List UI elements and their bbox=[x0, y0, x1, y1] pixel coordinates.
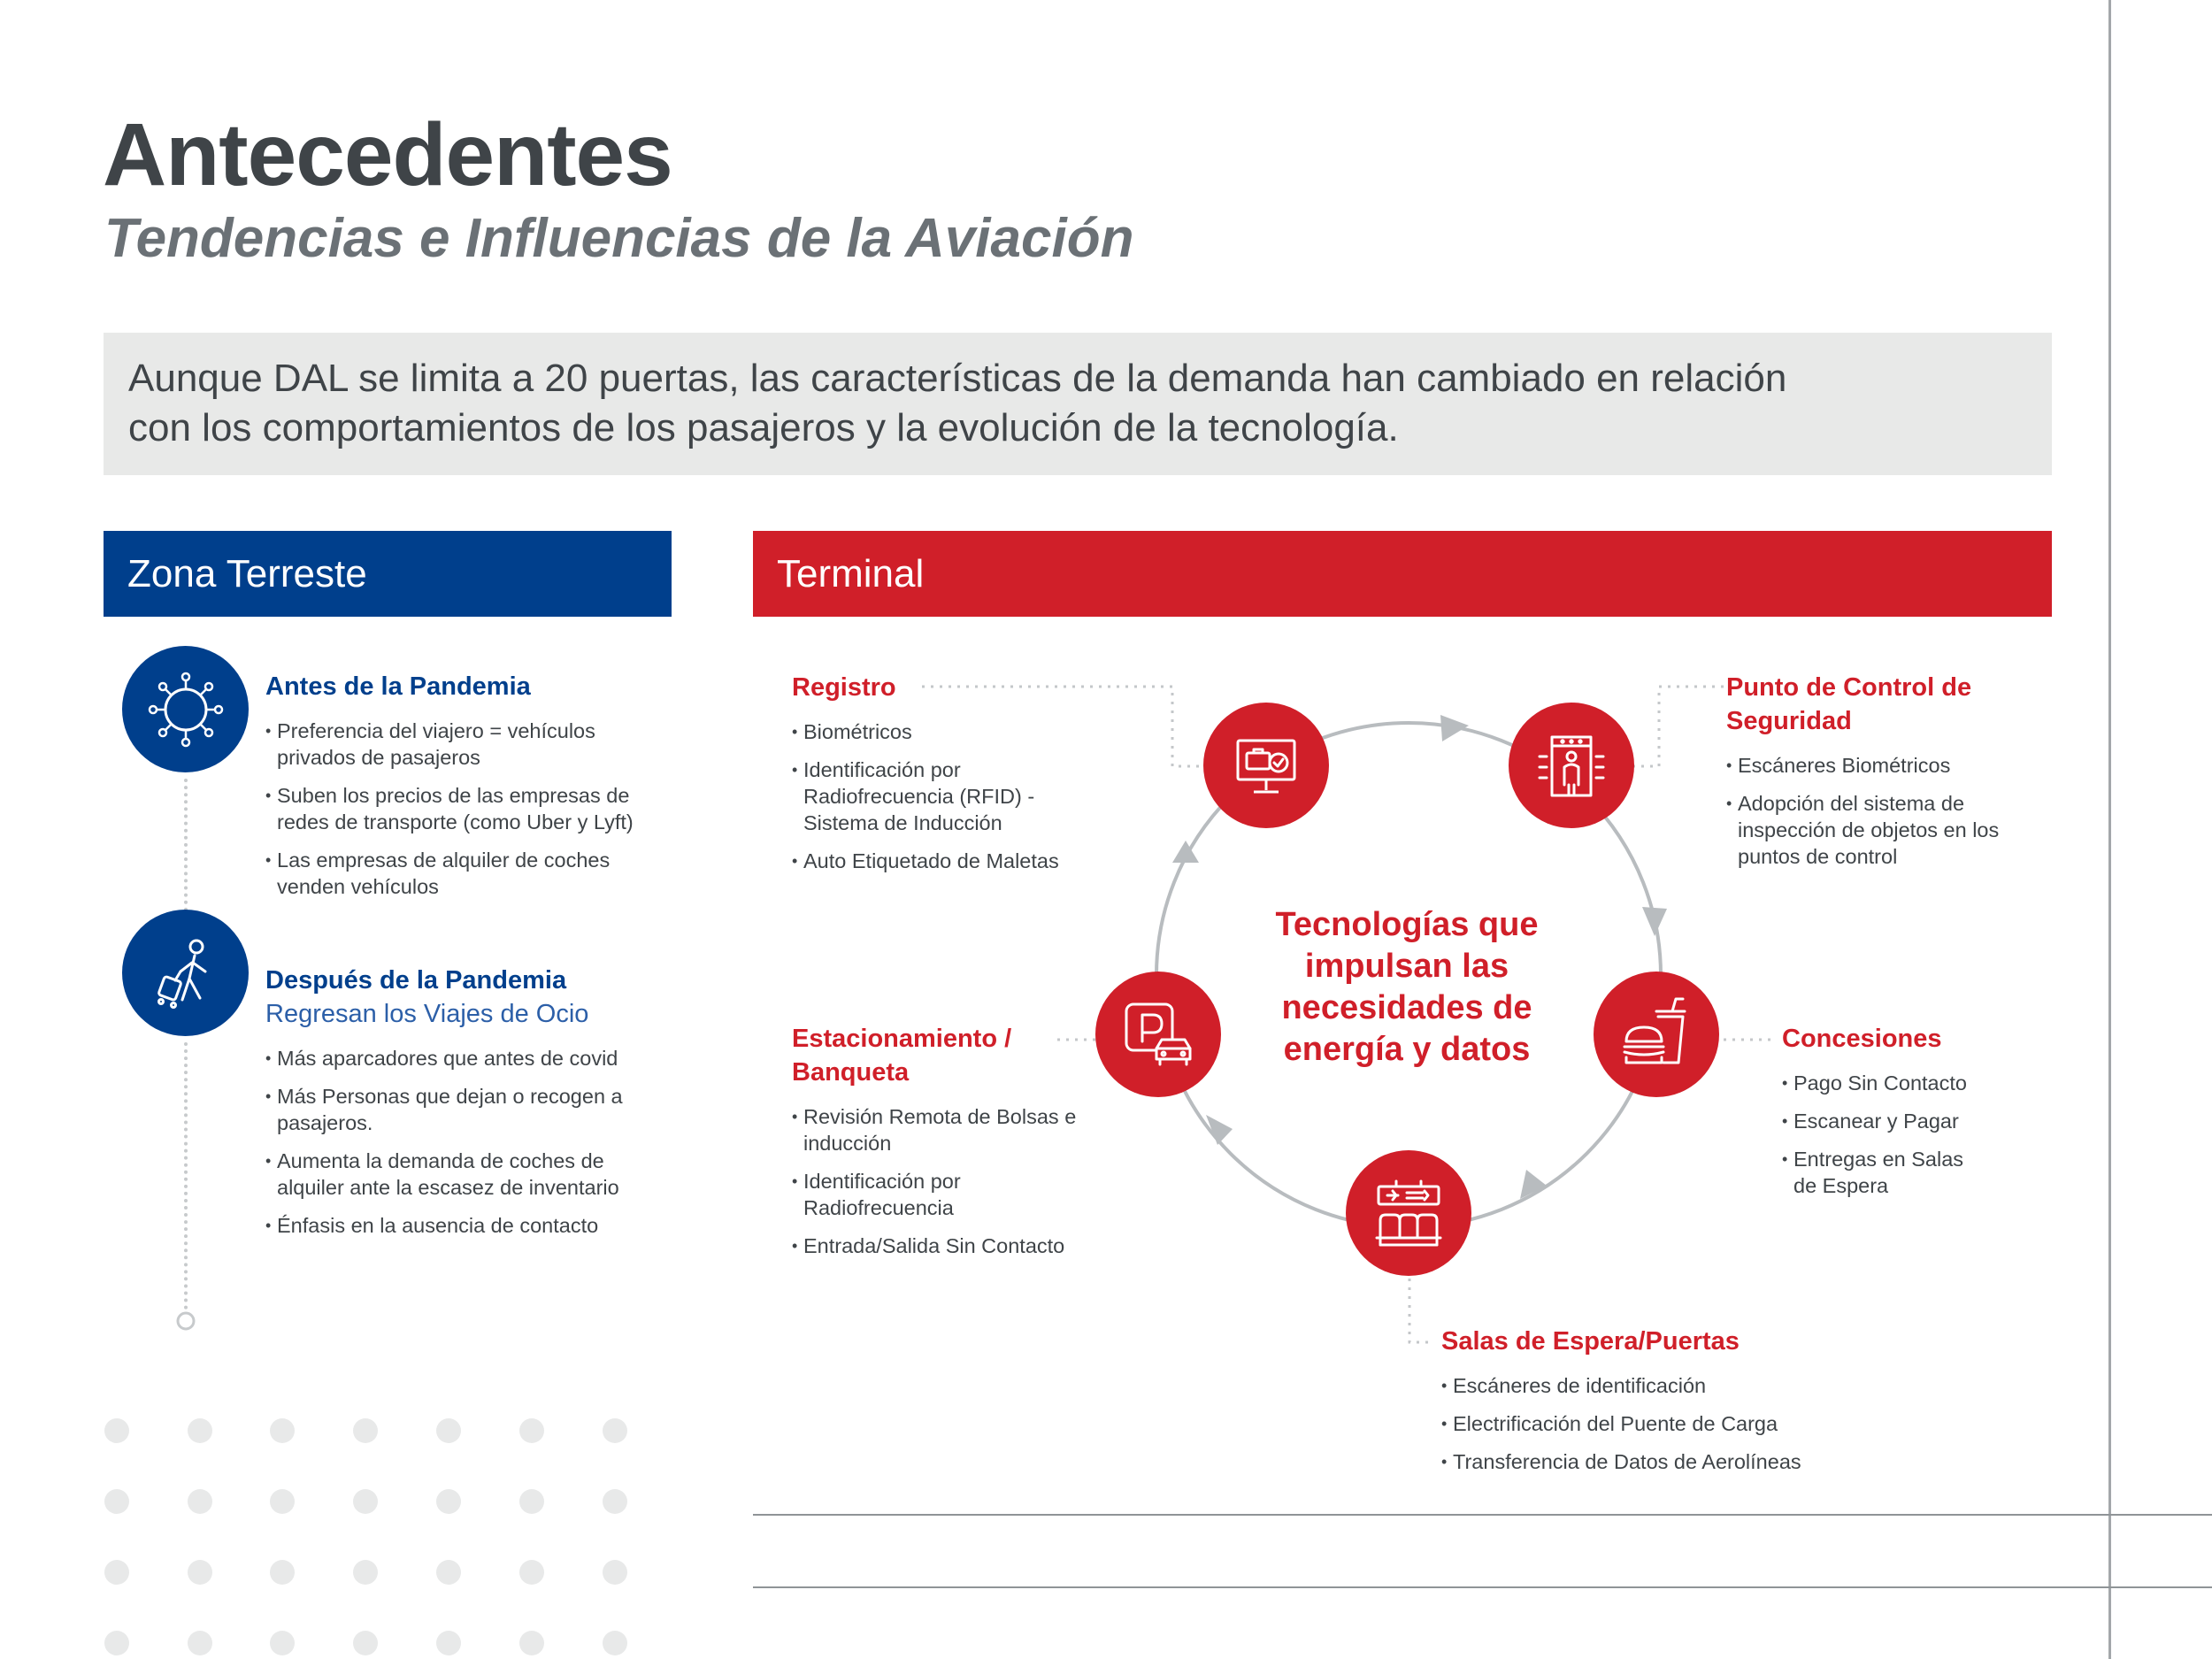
seguridad-heading-line-2: Seguridad bbox=[1726, 707, 1852, 735]
connector-salas bbox=[1409, 1279, 1433, 1342]
seguridad-heading-line-1: Punto de Control de bbox=[1726, 673, 1972, 702]
page-title: Antecedentes bbox=[103, 105, 672, 204]
estacionamiento-list bbox=[792, 1103, 1110, 1259]
security-scanner-icon bbox=[1509, 703, 1634, 828]
salas-block bbox=[1441, 1325, 1884, 1486]
list-item: • Entregas en Salas de Espera bbox=[1782, 1146, 2039, 1199]
list-item: • Revisión Remota de Bolsas e inducción bbox=[792, 1103, 1110, 1156]
seguridad-list bbox=[1726, 752, 2027, 870]
list-item: • Preferencia del viajero = vehículos privados de pasajeros bbox=[265, 718, 672, 771]
list-item: • Entrada/Salida Sin Contacto bbox=[792, 1233, 1110, 1259]
concesiones-block bbox=[1782, 1022, 2039, 1210]
arrow-icon bbox=[1642, 907, 1667, 936]
after-pandemic-subheading: Regresan los Viajes de Ocio bbox=[265, 1000, 589, 1028]
list-item: • Suben los precios de las empresas de redes de transporte (como Uber y Lyft) bbox=[265, 782, 672, 835]
intro-line-2: con los comportamientos de los pasajeros y la evolución de la tecnología. bbox=[128, 406, 1399, 449]
list-item: • Identificación por Radiofrecuencia (RFID) - Sistema de Inducción bbox=[792, 757, 1110, 836]
estacionamiento-heading-line-2: Banqueta bbox=[792, 1058, 910, 1087]
salas-list bbox=[1441, 1372, 1884, 1475]
estacionamiento-heading-line-1: Estacionamiento / bbox=[792, 1025, 1012, 1053]
list-item: • Identificación por Radiofrecuencia bbox=[792, 1168, 1110, 1221]
list-item: • Pago Sin Contacto bbox=[1782, 1070, 2039, 1096]
before-pandemic-heading: Antes de la Pandemia bbox=[265, 672, 531, 701]
concesiones-heading: Concesiones bbox=[1782, 1025, 1942, 1053]
list-item: • Más aparcadores que antes de covid bbox=[265, 1045, 672, 1071]
list-item: • Escáneres Biométricos bbox=[1726, 752, 2027, 779]
list-item: • Más Personas que dejan o recogen a pasajeros. bbox=[265, 1083, 672, 1136]
registro-block bbox=[792, 671, 1110, 886]
list-item: • Énfasis en la ausencia de contacto bbox=[265, 1212, 672, 1239]
list-item: • Transferencia de Datos de Aerolíneas bbox=[1441, 1448, 1884, 1475]
cycle-center-text: Tecnologías que impulsan las necesidades de energía y datos bbox=[1275, 906, 1539, 1068]
intro-line-1: Aunque DAL se limita a 20 puertas, las características de la demanda han cambiado en relación bbox=[128, 357, 1787, 400]
list-item: • Adopción del sistema de inspección de objetos en los puntos de control bbox=[1726, 790, 2027, 870]
list-item: • Biométricos bbox=[792, 718, 1110, 745]
estacionamiento-block bbox=[792, 1022, 1110, 1271]
registro-heading: Registro bbox=[792, 673, 896, 702]
connector-seguridad bbox=[1632, 687, 1724, 766]
seguridad-block bbox=[1726, 671, 2027, 881]
parking-icon bbox=[1095, 972, 1221, 1097]
list-item: • Escanear y Pagar bbox=[1782, 1108, 2039, 1134]
food-drink-icon bbox=[1594, 972, 1719, 1097]
salas-heading: Salas de Espera/Puertas bbox=[1441, 1327, 1740, 1356]
terminal-header: Terminal bbox=[753, 531, 2052, 617]
gate-seating-icon bbox=[1346, 1150, 1471, 1276]
list-item: • Auto Etiquetado de Maletas bbox=[792, 848, 1110, 874]
list-item: • Aumenta la demanda de coches de alquiler ante la escasez de inventario bbox=[265, 1148, 672, 1201]
list-item: • Escáneres de identificación bbox=[1441, 1372, 1884, 1399]
registro-list bbox=[792, 718, 1110, 874]
zona-terreste-header: Zona Terreste bbox=[104, 531, 672, 617]
checkin-monitor-icon bbox=[1203, 703, 1329, 828]
list-item: • Electrificación del Puente de Carga bbox=[1441, 1410, 1884, 1437]
after-pandemic-heading: Después de la Pandemia bbox=[265, 966, 567, 995]
concesiones-list bbox=[1782, 1070, 2039, 1199]
page-subtitle: Tendencias e Influencias de la Aviación bbox=[104, 208, 1134, 269]
list-item: • Las empresas de alquiler de coches venden vehículos bbox=[265, 847, 672, 900]
